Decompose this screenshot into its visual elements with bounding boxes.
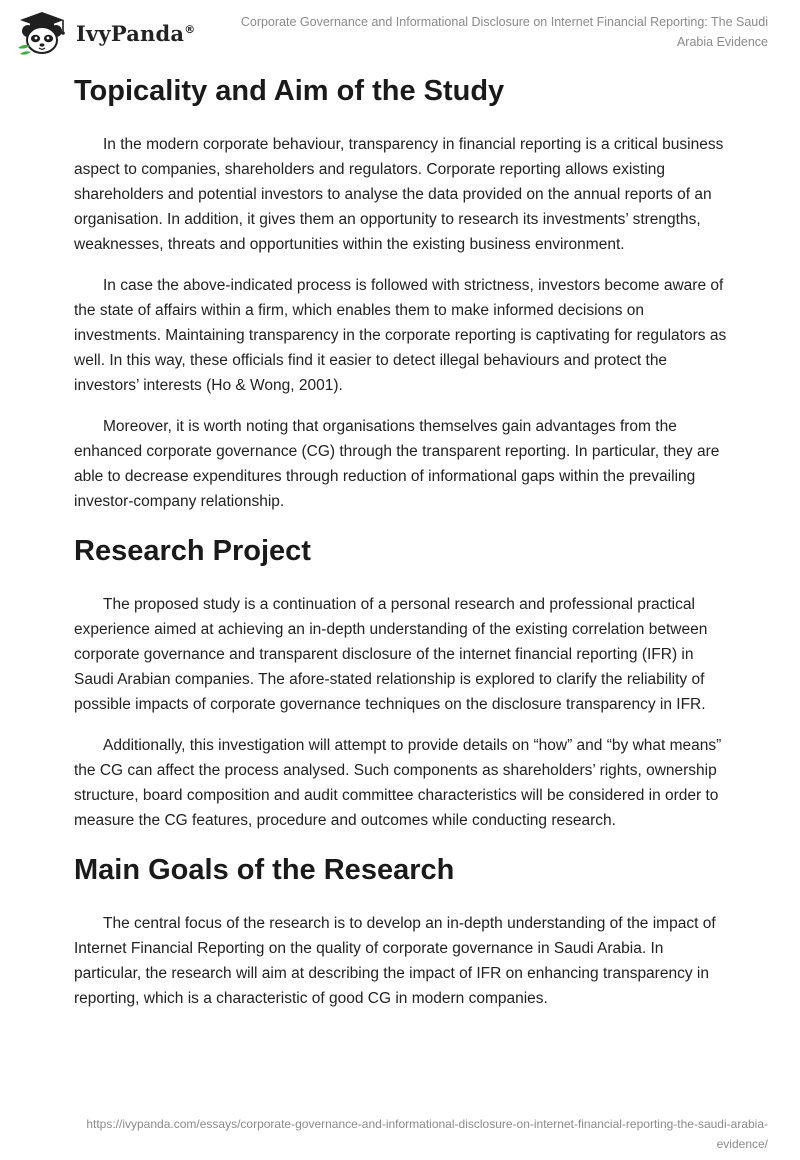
logo-name: IvyPanda [76, 20, 185, 46]
panda-graduate-icon [14, 10, 70, 56]
essay-content [74, 70, 734, 1027]
paragraph: The central focus of the research is to develop an in-depth understanding of the impact of Internet Financial Reporting on the quality of corporate governance in Saudi Arabia. In particular, the research will aim at describing the impact of IFR on enhancing transparency in reporting, which is a characteristic of good CG in modern companies. [74, 915, 716, 1007]
ivypanda-logo[interactable] [14, 10, 195, 56]
paragraph: Moreover, it is worth noting that organisations themselves gain advantages from the enhanced corporate governance (CG) through the transparent reporting. In particular, they are able to decrease expenditures through reduction of informational gaps within the prevailing investor-company relationship. [74, 418, 720, 510]
section-research-project [74, 530, 734, 833]
section-topicality [74, 70, 734, 514]
section-main-goals [74, 849, 734, 1011]
page-header [0, 0, 800, 64]
source-url[interactable]: https://ivypanda.com/essays/corporate-governance-and-informational-disclosure-on-internet-financial-reporting-the-saudi-arabia-evidence/ [86, 1117, 768, 1151]
paragraph: The proposed study is a continuation of a personal research and professional practical experience aimed at achieving an in-depth understanding of the existing correlation between corporate governance and transparent disclosure of the internet financial reporting (IFR) in Saudi Arabian companies. The afore-stated relationship is explored to clarify the reliability of possible impacts of corporate governance techniques on the disclosure transparency in IFR. [74, 596, 708, 713]
paragraph: In the modern corporate behaviour, transparency in financial reporting is a critical business aspect to companies, shareholders and regulators. Corporate reporting allows existing shareholders and potential investors to analyse the data provided on the annual reports of an organisation. In addition, it gives them an opportunity to research its investments’ strengths, weaknesses, threats and opportunities within the existing business environment. [74, 136, 724, 253]
section-heading: Topicality and Aim of the Study [74, 75, 505, 107]
section-heading: Main Goals of the Research [74, 854, 455, 886]
paragraph: In case the above-indicated process is followed with strictness, investors become aware of the state of affairs within a firm, which enables them to make informed decisions on investments. Maintaining transparency in the corporate reporting is captivating for regulators as well. In this way, these officials find it easier to detect illegal behaviours and protect the investors’ interests (Ho & Wong, 2001). [74, 277, 727, 394]
section-heading: Research Project [74, 535, 311, 567]
registered-mark: ® [184, 22, 196, 36]
document-title: Corporate Governance and Informational Disclosure on Internet Financial Reporting: The Saudi Arabia Evidence [240, 15, 768, 49]
paragraph: Additionally, this investigation will attempt to provide details on “how” and “by what means” the CG can affect the process analysed. Such components as shareholders’ rights, ownership structure, board composition and audit committee characteristics will be considered in order to measure the CG features, procedure and outcomes while conducting research. [74, 737, 722, 829]
logo-wordmark [76, 21, 195, 46]
